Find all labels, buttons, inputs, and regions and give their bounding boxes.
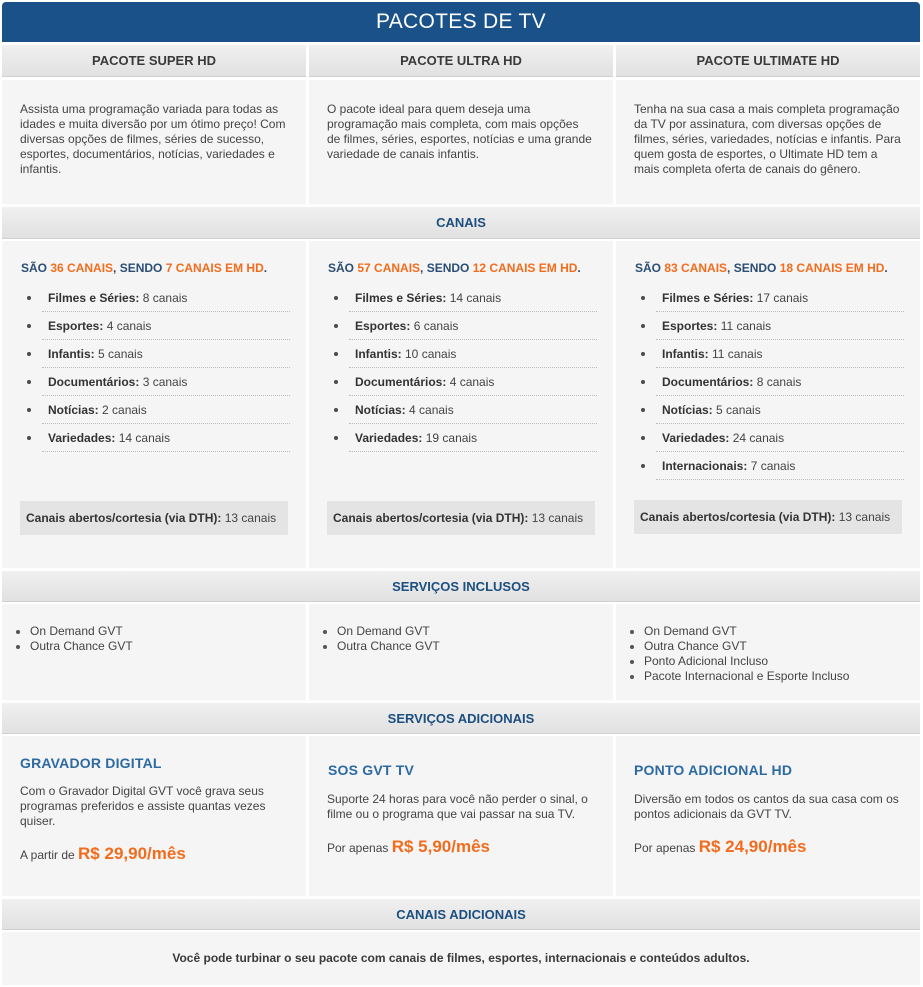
additional-service-title: SOS GVT TV [328,762,415,778]
section-header-included-services: SERVIÇOS INCLUSOS [2,571,920,602]
list-item: Ponto Adicional Incluso [628,654,920,669]
list-item: Outra Chance GVT [321,639,613,654]
service-list [309,604,613,654]
price-line: A partir de R$ 29,90/mês [20,844,186,863]
list-item: Documentários: 4 canais [328,368,597,396]
package-description: O pacote ideal para quem deseja uma programação mais completa, com mais opções de filmes, séries, esportes, notícias e uma grande variedade de canais infantis. [309,80,613,204]
open-channels-box: Canais abertos/cortesia (via DTH): 13 canais [327,501,595,535]
additional-service-description: Com o Gravador Digital GVT você grava seus programas preferidos e assiste quantas vezes quiser. [20,784,266,828]
additional-service-title: GRAVADOR DIGITAL [20,755,162,771]
channels-column [616,241,920,568]
channel-summary: SÃO 83 CANAIS, SENDO 18 CANAIS EM HD. [635,261,888,275]
list-item: Outra Chance GVT [628,639,920,654]
package-name-ultimate-hd: PACOTE ULTIMATE HD [616,45,920,77]
channels-column [2,241,306,568]
list-item: Variedades: 19 canais [328,424,597,452]
price-line: Por apenas R$ 5,90/mês [327,837,491,856]
additional-services-row [2,736,920,896]
package-description-row [2,80,920,204]
list-item: Filmes e Séries: 14 canais [328,284,597,312]
additional-channels-text: Você pode turbinar o seu pacote com canais de filmes, esportes, internacionais e conteúdos adultos. [2,932,920,985]
list-item: Outra Chance GVT [14,639,306,654]
list-item: Esportes: 6 canais [328,312,597,340]
list-item: Internacionais: 7 canais [635,452,904,480]
additional-service-description: Suporte 24 horas para você não perder o sinal, o filme ou o programa que vai passar na sua TV. [327,792,588,821]
list-item: Pacote Internacional e Esporte Incluso [628,669,920,684]
list-item: Filmes e Séries: 17 canais [635,284,904,312]
list-item: Documentários: 8 canais [635,368,904,396]
list-item: Notícias: 5 canais [635,396,904,424]
list-item: On Demand GVT [14,624,306,639]
section-header-additional-channels: CANAIS ADICIONAIS [2,899,920,930]
open-channels-box: Canais abertos/cortesia (via DTH): 13 canais [634,500,902,534]
page-title: PACOTES DE TV [2,2,920,42]
section-header-additional-services: SERVIÇOS ADICIONAIS [2,703,920,734]
channel-list [635,284,904,480]
list-item: Notícias: 4 canais [328,396,597,424]
price-line: Por apenas R$ 24,90/mês [634,837,807,856]
list-item: Filmes e Séries: 8 canais [21,284,290,312]
list-item: Esportes: 11 canais [635,312,904,340]
included-services-row [2,604,920,700]
channels-row [2,241,920,568]
list-item: Documentários: 3 canais [21,368,290,396]
channels-column [309,241,613,568]
package-header-row [2,45,920,77]
channel-list [328,284,597,452]
list-item: Infantis: 11 canais [635,340,904,368]
services-column [309,604,613,700]
services-column [2,604,306,700]
package-description: Tenha na sua casa a mais completa programação da TV por assinatura, com diversas opções de filmes, séries, variedades, notícias e infantis. Para quem gosta de esportes, o Ultimate HD tem a mais completa oferta de canais do gênero. [616,80,920,204]
open-channels-box: Canais abertos/cortesia (via DTH): 13 canais [20,501,288,535]
list-item: Variedades: 14 canais [21,424,290,452]
service-list [616,604,920,684]
price-value: R$ 5,90/mês [391,837,491,856]
additional-service-card [616,736,920,896]
list-item: Infantis: 10 canais [328,340,597,368]
service-list [2,604,306,654]
list-item: Notícias: 2 canais [21,396,290,424]
price-value: R$ 29,90/mês [78,844,186,863]
list-item: Infantis: 5 canais [21,340,290,368]
package-name-ultra-hd: PACOTE ULTRA HD [309,45,613,77]
price-value: R$ 24,90/mês [698,837,807,856]
list-item: Variedades: 24 canais [635,424,904,452]
package-description: Assista uma programação variada para todas as idades e muita diversão por um ótimo preço! Com diversas opções de filmes, séries de sucesso, esportes, documentários, notícias, variedades e infantis. [2,80,306,204]
additional-service-description: Diversão em todos os cantos da sua casa com os pontos adicionais da GVT TV. [634,792,899,821]
section-header-channels: CANAIS [2,207,920,239]
channel-summary: SÃO 36 CANAIS, SENDO 7 CANAIS EM HD. [21,261,268,275]
list-item: On Demand GVT [321,624,613,639]
list-item: Esportes: 4 canais [21,312,290,340]
additional-service-card [309,736,613,896]
additional-service-title: PONTO ADICIONAL HD [634,762,793,778]
services-column [616,604,920,700]
additional-service-card [2,736,306,896]
channel-list [21,284,290,452]
package-name-super-hd: PACOTE SUPER HD [2,45,306,77]
channel-summary: SÃO 57 CANAIS, SENDO 12 CANAIS EM HD. [328,261,581,275]
list-item: On Demand GVT [628,624,920,639]
